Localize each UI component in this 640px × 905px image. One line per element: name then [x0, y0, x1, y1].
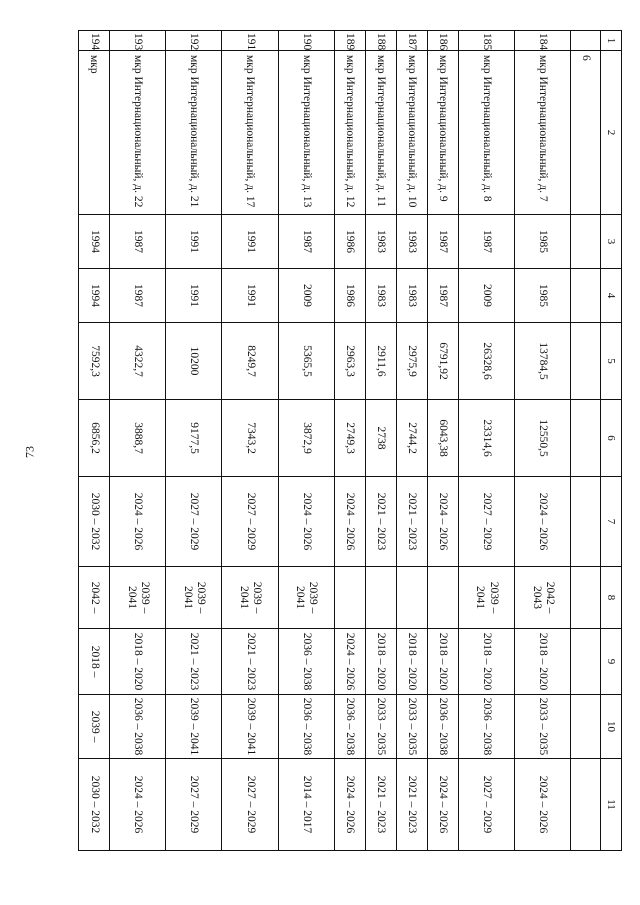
carry-cell [571, 759, 601, 851]
cell-col-9: 2018 – 2020 [427, 629, 458, 695]
cell-col-10: 2036 – 2038 [110, 695, 166, 759]
cell-col-1: 189 [334, 31, 365, 51]
cell-col-1: 192 [166, 31, 222, 51]
cell-col-1: 194 [79, 31, 110, 51]
carry-cell: 6 [571, 51, 601, 215]
cell-col-3: 1991 [166, 215, 222, 269]
page-number: 73 [22, 446, 37, 458]
cell-col-9: 2018 – 2020 [458, 629, 514, 695]
cell-col-1: 191 [222, 31, 278, 51]
cell-col-1: 185 [458, 31, 514, 51]
cell-col-1: 188 [365, 31, 396, 51]
carry-cell [571, 477, 601, 567]
carry-cell [571, 629, 601, 695]
cell-col-3: 1983 [365, 215, 396, 269]
cell-col-10: 2036 – 2038 [427, 695, 458, 759]
cell-col-11: 2024 – 2026 [110, 759, 166, 851]
table-body [79, 31, 622, 851]
cell-col-4: 1987 [427, 269, 458, 323]
carry-cell [571, 323, 601, 400]
cell-col-7: 2021 – 2023 [365, 477, 396, 567]
cell-col-9: 2018 – 2020 [110, 629, 166, 695]
carry-row [571, 31, 601, 851]
cell-col-11: 2027 – 2029 [222, 759, 278, 851]
header-row [601, 31, 622, 851]
cell-col-6: 2749,3 [334, 400, 365, 477]
cell-col-6: 6856,2 [79, 400, 110, 477]
cell-col-6: 2738 [365, 400, 396, 477]
cell-col-11: 2021 – 2023 [365, 759, 396, 851]
cell-col-5: 10200 [166, 323, 222, 400]
cell-col-2: мкр Интернациональный, д. 13 [278, 51, 334, 215]
cell-col-3: 1986 [334, 215, 365, 269]
table-row [458, 31, 514, 851]
cell-col-8 [365, 567, 396, 629]
cell-col-4: 2009 [278, 269, 334, 323]
cell-col-10: 2039 – [79, 695, 110, 759]
cell-col-3: 1985 [514, 215, 570, 269]
cell-col-7: 2024 – 2026 [110, 477, 166, 567]
cell-col-8: 2039 – 2041 [458, 567, 514, 629]
cell-col-3: 1987 [110, 215, 166, 269]
cell-col-7: 2027 – 2029 [222, 477, 278, 567]
cell-col-4: 1991 [166, 269, 222, 323]
cell-col-2: мкр Интернациональный, д. 9 [427, 51, 458, 215]
cell-col-5: 7592,3 [79, 323, 110, 400]
header-cell: 9 [601, 629, 622, 695]
cell-col-9: 2018 – 2020 [514, 629, 570, 695]
cell-col-4: 1985 [514, 269, 570, 323]
cell-col-2: мкр Интернациональный, д. 10 [396, 51, 427, 215]
cell-col-3: 1987 [427, 215, 458, 269]
cell-col-1: 186 [427, 31, 458, 51]
cell-col-1: 190 [278, 31, 334, 51]
cell-col-6: 3888,7 [110, 400, 166, 477]
cell-col-8: 2042 – 2043 [514, 567, 570, 629]
cell-col-4: 1994 [79, 269, 110, 323]
cell-col-4: 1987 [110, 269, 166, 323]
cell-col-8: 2042 – [79, 567, 110, 629]
cell-col-3: 1983 [396, 215, 427, 269]
cell-col-5: 6791,92 [427, 323, 458, 400]
cell-col-10: 2036 – 2038 [334, 695, 365, 759]
cell-col-11: 2014 – 2017 [278, 759, 334, 851]
cell-col-9: 2018 – 2020 [365, 629, 396, 695]
table-row [166, 31, 222, 851]
cell-col-10: 2039 – 2041 [166, 695, 222, 759]
cell-col-6: 6043,38 [427, 400, 458, 477]
cell-col-2: мкр Интернациональный, д. 22 [110, 51, 166, 215]
cell-col-4: 1983 [396, 269, 427, 323]
carry-cell [571, 31, 601, 51]
cell-col-7: 2030 – 2032 [79, 477, 110, 567]
cell-col-9: 2021 – 2023 [166, 629, 222, 695]
cell-col-7: 2021 – 2023 [396, 477, 427, 567]
cell-col-2: мкр Интернациональный, д. 7 [514, 51, 570, 215]
cell-col-5: 8249,7 [222, 323, 278, 400]
cell-col-11: 2030 – 2032 [79, 759, 110, 851]
header-cell: 8 [601, 567, 622, 629]
cell-col-5: 13784,5 [514, 323, 570, 400]
cell-col-4: 1983 [365, 269, 396, 323]
carry-cell [571, 695, 601, 759]
table-row [334, 31, 365, 851]
cell-col-9: 2024 – 2026 [334, 629, 365, 695]
header-cell: 5 [601, 323, 622, 400]
cell-col-9: 2018 – [79, 629, 110, 695]
cell-col-4: 1991 [222, 269, 278, 323]
table-row [79, 31, 110, 851]
header-cell: 11 [601, 759, 622, 851]
cell-col-2: мкр Интернациональный, д. 17 [222, 51, 278, 215]
table-row [222, 31, 278, 851]
header-cell: 7 [601, 477, 622, 567]
carry-cell [571, 400, 601, 477]
cell-col-5: 26328,6 [458, 323, 514, 400]
table-row [365, 31, 396, 851]
cell-col-7: 2024 – 2026 [514, 477, 570, 567]
cell-col-10: 2033 – 2035 [396, 695, 427, 759]
cell-col-6: 12550,5 [514, 400, 570, 477]
cell-col-3: 1994 [79, 215, 110, 269]
cell-col-7: 2024 – 2026 [427, 477, 458, 567]
cell-col-4: 2009 [458, 269, 514, 323]
cell-col-8: 2039 – 2041 [110, 567, 166, 629]
cell-col-9: 2036 – 2038 [278, 629, 334, 695]
cell-col-11: 2021 – 2023 [396, 759, 427, 851]
table-row [514, 31, 570, 851]
carry-cell [571, 215, 601, 269]
cell-col-4: 1986 [334, 269, 365, 323]
cell-col-11: 2027 – 2029 [166, 759, 222, 851]
cell-col-3: 1991 [222, 215, 278, 269]
header-cell: 4 [601, 269, 622, 323]
table-row [110, 31, 166, 851]
cell-col-5: 2975,9 [396, 323, 427, 400]
cell-col-1: 193 [110, 31, 166, 51]
cell-col-10: 2036 – 2038 [278, 695, 334, 759]
cell-col-6: 3872,9 [278, 400, 334, 477]
cell-col-5: 4322,7 [110, 323, 166, 400]
cell-col-5: 5365,5 [278, 323, 334, 400]
cell-col-7: 2027 – 2029 [458, 477, 514, 567]
cell-col-2: мкр [79, 51, 110, 215]
cell-col-2: мкр Интернациональный, д. 8 [458, 51, 514, 215]
data-table [78, 30, 622, 851]
cell-col-7: 2024 – 2026 [278, 477, 334, 567]
cell-col-7: 2024 – 2026 [334, 477, 365, 567]
cell-col-8 [396, 567, 427, 629]
cell-col-3: 1987 [458, 215, 514, 269]
table-row [427, 31, 458, 851]
cell-col-11: 2027 – 2029 [458, 759, 514, 851]
cell-col-6: 2744,2 [396, 400, 427, 477]
cell-col-7: 2027 – 2029 [166, 477, 222, 567]
table-wrapper [78, 30, 622, 850]
cell-col-8: 2039 – 2041 [166, 567, 222, 629]
cell-col-8: 2039 – 2041 [222, 567, 278, 629]
header-cell: 6 [601, 400, 622, 477]
cell-col-10: 2033 – 2035 [365, 695, 396, 759]
cell-col-3: 1987 [278, 215, 334, 269]
cell-col-5: 2963,3 [334, 323, 365, 400]
cell-col-2: мкр Интернациональный, д. 12 [334, 51, 365, 215]
cell-col-9: 2018 – 2020 [396, 629, 427, 695]
cell-col-1: 184 [514, 31, 570, 51]
header-cell: 10 [601, 695, 622, 759]
cell-col-6: 9177,5 [166, 400, 222, 477]
header-cell: 1 [601, 31, 622, 51]
cell-col-9: 2021 – 2023 [222, 629, 278, 695]
cell-col-1: 187 [396, 31, 427, 51]
cell-col-8 [334, 567, 365, 629]
cell-col-10: 2039 – 2041 [222, 695, 278, 759]
cell-col-11: 2024 – 2026 [427, 759, 458, 851]
cell-col-11: 2024 – 2026 [334, 759, 365, 851]
cell-col-8 [427, 567, 458, 629]
carry-cell [571, 269, 601, 323]
cell-col-11: 2024 – 2026 [514, 759, 570, 851]
cell-col-8: 2039 – 2041 [278, 567, 334, 629]
cell-col-2: мкр Интернациональный, д. 11 [365, 51, 396, 215]
cell-col-10: 2033 – 2035 [514, 695, 570, 759]
cell-col-6: 7343,2 [222, 400, 278, 477]
header-cell: 2 [601, 51, 622, 215]
cell-col-5: 2911,6 [365, 323, 396, 400]
cell-col-10: 2036 – 2038 [458, 695, 514, 759]
carry-cell [571, 567, 601, 629]
header-cell: 3 [601, 215, 622, 269]
cell-col-2: мкр Интернациональный, д. 21 [166, 51, 222, 215]
cell-col-6: 23314,6 [458, 400, 514, 477]
table-row [396, 31, 427, 851]
table-row [278, 31, 334, 851]
